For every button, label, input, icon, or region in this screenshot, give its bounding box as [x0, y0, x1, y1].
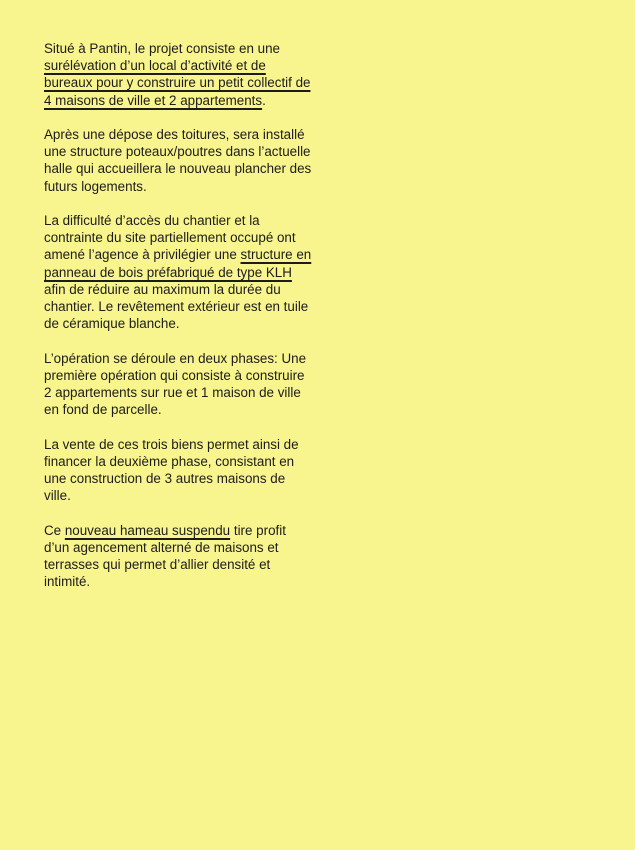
- paragraph-hamlet-text: Ce: [44, 522, 65, 538]
- paragraph-intro-text: Situé à Pantin, le projet consiste en une: [44, 41, 280, 56]
- paragraph-hamlet: [44, 522, 314, 591]
- paragraph-access-text: La difficulté d’accès du chantier et la contrainte du site partiellement occupé ont amené l’agence à privilégier une: [44, 213, 296, 263]
- paragraph-intro-highlight: surélévation d’un local d’activité et de bureaux pour y construire un petit collectif de 4 maisons de ville et 2 appartements: [44, 58, 311, 108]
- paragraph-access-end: afin de réduire au maximum la durée du chantier. Le revêtement extérieur est en tuile de céramique blanche.: [44, 281, 309, 332]
- paragraph-phases: [44, 350, 314, 419]
- paragraph-structure-text: Après une dépose des toitures, sera installé une structure poteaux/poutres dans l’actuelle halle qui accueillera le nouveau plancher des futurs logements.: [44, 127, 312, 194]
- paragraph-access-highlight: structure en panneau de bois préfabriqué de type KLH: [44, 247, 312, 280]
- paragraph-access: [44, 212, 314, 332]
- paragraph-intro: [44, 40, 314, 109]
- paragraph-hamlet-highlight: nouveau hameau suspendu: [64, 522, 231, 538]
- paragraph-structure: [44, 126, 314, 195]
- paragraph-intro-end: .: [262, 92, 266, 108]
- project-description: [44, 40, 314, 608]
- paragraph-sale: [44, 436, 314, 505]
- paragraph-phases-text: L’opération se déroule en deux phases: Une première opération qui consiste à construire 2 appartements sur rue et 1 maison de ville en fond de parcelle.: [44, 350, 307, 418]
- paragraph-sale-text: La vente de ces trois biens permet ainsi de financer la deuxième phase, consistant en une construction de 3 autres maisons de ville.: [44, 436, 299, 504]
- paragraph-hamlet-end: tire profit d’un agencement alterné de maisons et terrasses qui permet d’allier densité et intimité.: [44, 522, 286, 590]
